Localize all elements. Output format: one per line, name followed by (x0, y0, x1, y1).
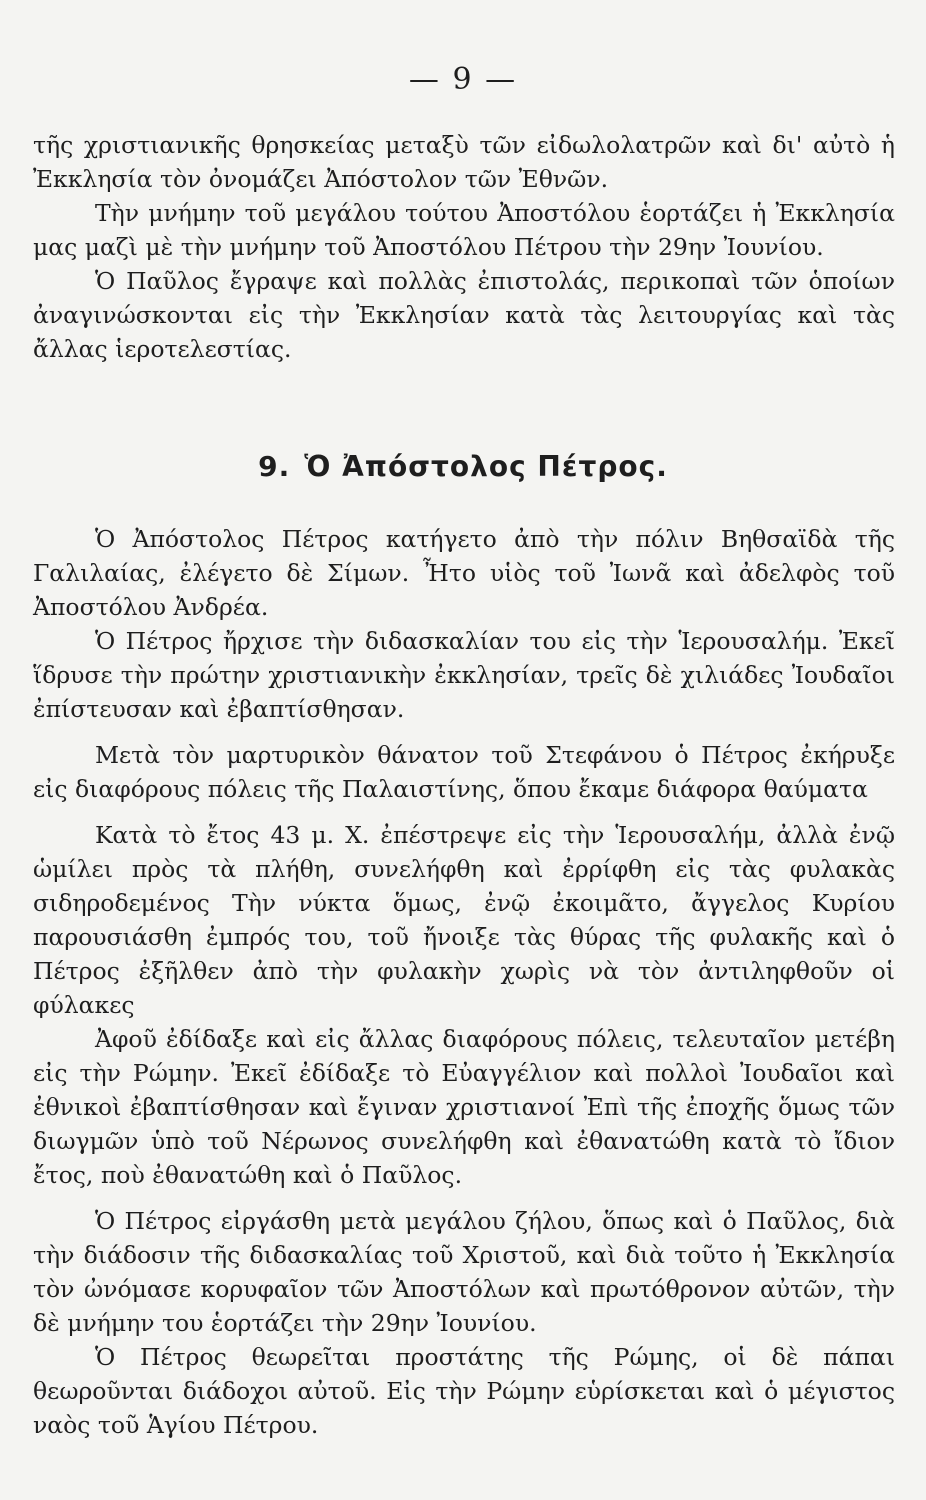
paragraph: Ὁ Πέτρος εἰργάσθη μετὰ μεγάλου ζήλου, ὅπως καὶ ὁ Παῦλος, διὰ τὴν διάδοσιν τῆς διδασκαλίας τοῦ Χριστοῦ, καὶ διὰ τοῦτο ἡ Ἐκκλησία τὸν ὠνόμασε κορυφαῖον τῶν Ἀποστόλων καὶ πρωτόθρονον αὐτῶν, τὴν δὲ μνήμην του ἑορτάζει τὴν 29ην Ἰουνίου. (33, 1207, 895, 1337)
paragraph: Ὁ Πέτρος θεωρεῖται προστάτης τῆς Ρώμης, οἱ δὲ πάπαι θεωροῦνται διάδοχοι αὐτοῦ. Εἰς τὴν Ρώμην εὑρίσκεται καὶ ὁ μέγιστος ναὸς τοῦ Ἁγίου Πέτρου. (33, 1343, 895, 1439)
paragraph: Μετὰ τὸν μαρτυρικὸν θάνατον τοῦ Στεφάνου ὁ Πέτρος ἐκήρυξε εἰς διαφόρους πόλεις τῆς Παλαιστίνης, ὅπου ἔκαμε διάφορα θαύματα (33, 741, 895, 803)
paragraph: Ὁ Ἀπόστολος Πέτρος κατήγετο ἀπὸ τὴν πόλιν Βηθσαϊδὰ τῆς Γαλιλαίας, ἐλέγετο δὲ Σίμων. Ἦτο υἱὸς τοῦ Ἰωνᾶ καὶ ἀδελφὸς τοῦ Ἀποστόλου Ἀνδρέα. (33, 525, 895, 621)
paragraph: Κατὰ τὸ ἔτος 43 μ. Χ. ἐπέστρεψε εἰς τὴν Ἱερουσαλήμ, ἀλλὰ ἐνῷ ὡμίλει πρὸς τὰ πλήθη, συνελήφθη καὶ ἐρρίφθη εἰς τὰς φυλακὰς σιδηροδεμένος Τὴν νύκτα ὅμως, ἐνῷ ἐκοιμᾶτο, ἄγγελος Κυρίου παρουσιάσθη ἐμπρός του, τοῦ ἤνοιξε τὰς θύρας τῆς φυλακῆς καὶ ὁ Πέτρος ἐξῆλθεν ἀπὸ τὴν φυλακὴν χωρὶς νὰ τὸν ἀντιληφθοῦν οἱ φύλακες (33, 821, 895, 1019)
paragraph: Ὁ Παῦλος ἔγραψε καὶ πολλὰς ἐπιστολάς, περικοπαὶ τῶν ὁποίων ἀναγινώσκονται εἰς τὴν Ἐκκλησίαν κατὰ τὰς λειτουργίας καὶ τὰς ἄλλας ἱεροτελεστίας. (33, 267, 895, 363)
section-title: Ὁ Ἀπόστολος Πέτρος. (304, 450, 668, 483)
section-heading (0, 450, 926, 483)
section-peter (33, 522, 895, 1442)
page-number: — 9 — (408, 62, 518, 97)
section-number: 9. (258, 450, 291, 483)
paragraph: Ὁ Πέτρος ἤρχισε τὴν διδασκαλίαν του εἰς τὴν Ἱερουσαλήμ. Ἐκεῖ ἵδρυσε τὴν πρώτην χριστιανικὴν ἐκκλησίαν, τρεῖς δὲ χιλιάδες Ἰουδαῖοι ἐπίστευσαν καὶ ἐβαπτίσθησαν. (33, 627, 895, 723)
section-paul-end (33, 128, 895, 366)
paragraph: Ἀφοῦ ἐδίδαξε καὶ εἰς ἄλλας διαφόρους πόλεις, τελευταῖον μετέβη εἰς τὴν Ρώμην. Ἐκεῖ ἐδίδαξε τὸ Εὐαγγέλιον καὶ πολλοὶ Ἰουδαῖοι καὶ ἐθνικοὶ ἐβαπτίσθησαν καὶ ἔγιναν χριστιανοί Ἐπὶ τῆς ἐποχῆς ὅμως τῶν διωγμῶν ὑπὸ τοῦ Νέρωνος συνελήφθη καὶ ἐθανατώθη κατὰ τὸ ἴδιον ἔτος, ποὺ ἐθανατώθη καὶ ὁ Παῦλος. (33, 1025, 895, 1189)
paragraph: Τὴν μνήμην τοῦ μεγάλου τούτου Ἀποστόλου ἑορτάζει ἡ Ἐκκλησία μας μαζὶ μὲ τὴν μνήμην τοῦ Ἀποστόλου Πέτρου τὴν 29ην Ἰουνίου. (33, 199, 895, 261)
paragraph: τῆς χριστιανικῆς θρησκείας μεταξὺ τῶν εἰδωλολατρῶν καὶ δι' αὐτὸ ἡ Ἐκκλησία τὸν ὀνομάζει Ἀπόστολον τῶν Ἐθνῶν. (33, 131, 895, 193)
